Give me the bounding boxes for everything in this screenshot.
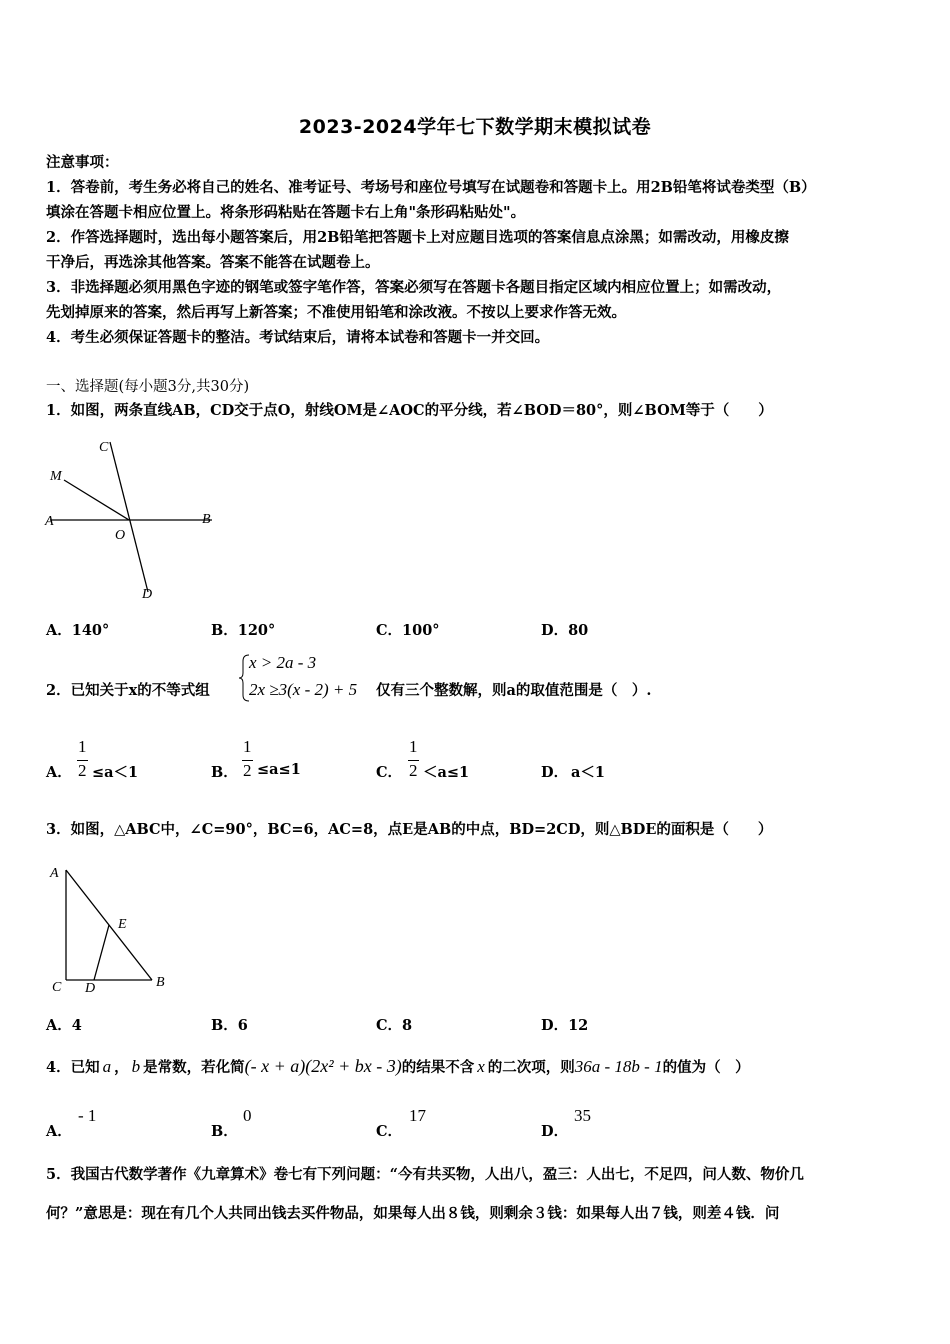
q2-d-rest: a＜1 (571, 764, 605, 781)
var-a: a (102, 1057, 112, 1076)
q3-option-a: A．4 (46, 1017, 82, 1034)
notice-line: 填涂在答题卡相应位置上。将条形码粘贴在答题卡右上角"条形码粘贴处"。 (46, 204, 526, 221)
notice-line: 4．考生必须保证答题卡的整洁。考试结束后，请将本试卷和答题卡一并交回。 (46, 329, 550, 346)
notice-line: 1．答卷前，考生务必将自己的姓名、准考证号、考场号和座位号填写在试题卷和答题卡上。用2B铅笔将试卷类型（B） (46, 179, 816, 196)
label-o: O (115, 528, 126, 543)
question-4-stem (46, 1056, 750, 1077)
label-d: D (85, 981, 96, 996)
var-x: x (477, 1057, 485, 1076)
q4-option-a-letter: A． (46, 1123, 72, 1140)
q2-option-c-letter: C． (376, 764, 403, 781)
question-3-stem: 3．如图，△ABC中，∠C=90°，BC=6，AC=8，点E是AB的中点，BD=2CD，则△BDE的面积是（ ） (46, 821, 773, 838)
q4-option-c-letter: C． (376, 1123, 403, 1140)
question-2-prefix: 2．已知关于x的不等式组 (46, 682, 210, 699)
q2-a-num: 1 (78, 737, 87, 756)
inequality-1: x > 2a - 3 (249, 653, 317, 672)
q2-c-den: 2 (409, 761, 418, 780)
q2-b-num: 1 (243, 737, 252, 756)
question-5-line: 5．我国古代数学著作《九章算术》卷七有下列问题：“今有共买物，人出八，盈三：人出七，不足四，问人数、物价几 (46, 1166, 804, 1183)
q2-a-den: 2 (78, 761, 87, 780)
q1-option-d: D．80 (541, 622, 589, 639)
q4-text: 的二次项，则 (487, 1059, 575, 1076)
q4-text: ， (114, 1059, 129, 1076)
label-a: A (45, 514, 54, 529)
q2-option-a-letter: A． (46, 764, 72, 781)
q4-text: 4．已知 (46, 1059, 100, 1076)
question-2-suffix: 仅有三个整数解，则a的取值范围是（ ）. (376, 682, 652, 699)
section-heading: 一、选择题(每小题3分,共30分) (46, 379, 250, 395)
q1-option-a: A．140° (46, 622, 110, 639)
q2-option-b-letter: B． (211, 764, 238, 781)
q4-option-d-value: 35 (574, 1106, 591, 1125)
notice-line: 3．非选择题必须用黑色字迹的钢笔或签字笔作答，答案必须写在答题卡各题目指定区域内相应位置上；如需改动， (46, 279, 782, 296)
label-e: E (118, 917, 127, 932)
inequality-2: 2x ≥3(x - 2) + 5 (249, 680, 358, 699)
q4-text: 的结果不含 (401, 1059, 475, 1076)
label-m: M (50, 469, 62, 484)
q4-option-a-value: - 1 (78, 1106, 97, 1125)
q2-b-den: 2 (243, 761, 252, 780)
label-b: B (202, 512, 211, 527)
q4-expression: (- x + a)(2x² + bx - 3) (244, 1056, 402, 1076)
label-a: A (50, 866, 59, 881)
q3-option-b: B．6 (211, 1017, 248, 1034)
q4-option-c-value: 17 (409, 1106, 426, 1125)
notice-line: 干净后，再选涂其他答案。答案不能答在试题卷上。 (46, 254, 380, 271)
label-c: C (52, 980, 62, 995)
question-5-line: 何？”意思是：现在有几个人共同出钱去买件物品，如果每人出８钱，则剩余３钱：如果每人出７钱，则差４钱．问 (46, 1205, 780, 1222)
notice-line: 2．作答选择题时，选出每小题答案后，用2B铅笔把答题卡上对应题目选项的答案信息点涂黑；如需改动，用橡皮擦 (46, 229, 789, 246)
page-title: 2023-2024学年七下数学期末模拟试卷 (298, 116, 652, 138)
q4-text: 是常数，若化简 (143, 1059, 245, 1076)
q2-b-rest: ≤a≤1 (257, 761, 301, 778)
notice-heading: 注意事项： (46, 154, 119, 171)
q4-expression-2: 36a - 18b - 1 (574, 1057, 663, 1076)
question-3-figure (44, 858, 184, 998)
q2-option-d-letter: D． (541, 764, 569, 781)
label-c: C (99, 440, 109, 455)
label-d: D (142, 587, 153, 602)
q3-option-d: D．12 (541, 1017, 589, 1034)
label-b: B (156, 975, 165, 990)
q2-a-rest: ≤a＜1 (92, 764, 139, 781)
q2-c-rest: ＜a≤1 (423, 764, 470, 781)
question-1-figure (40, 432, 230, 607)
q4-option-d-letter: D． (541, 1123, 569, 1140)
q2-c-num: 1 (409, 737, 418, 756)
question-1-stem: 1．如图，两条直线AB，CD交于点O，射线OM是∠AOC的平分线，若∠BOD＝80°，则∠BOM等于（ ） (46, 402, 773, 419)
q4-option-b-letter: B． (211, 1123, 238, 1140)
q1-option-b: B．120° (211, 622, 276, 639)
q4-option-b-value: 0 (243, 1106, 252, 1125)
q4-text: 的值为（ ） (662, 1059, 750, 1076)
notice-line: 先划掉原来的答案，然后再写上新答案；不准使用铅笔和涂改液。不按以上要求作答无效。 (46, 304, 626, 321)
var-b: b (131, 1057, 141, 1076)
q1-option-c: C．100° (376, 622, 440, 639)
q3-option-c: C．8 (376, 1017, 413, 1034)
